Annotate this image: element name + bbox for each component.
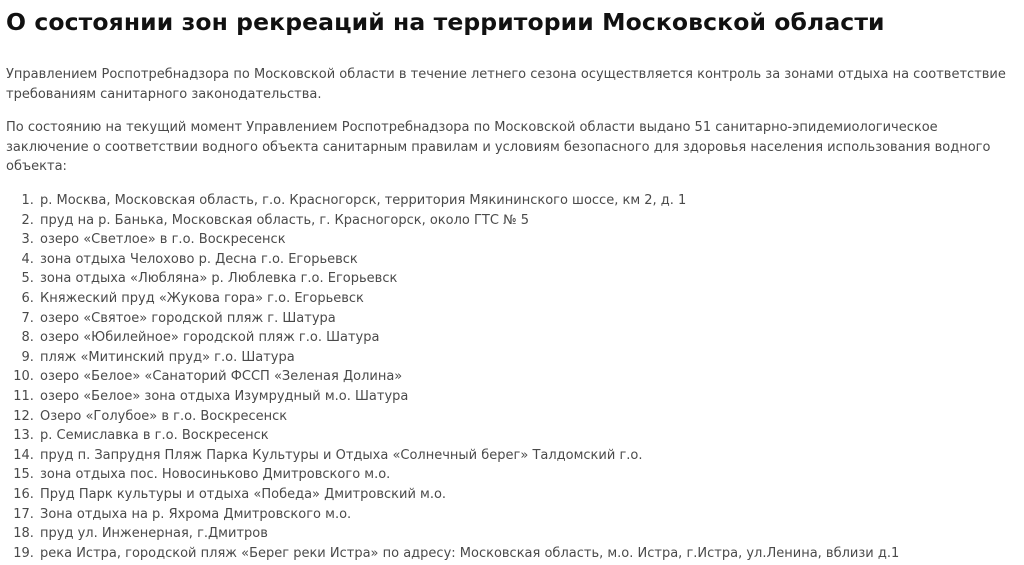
water-objects-list [0, 191, 899, 563]
status-paragraph: По состоянию на текущий момент Управлением Роспотребнадзора по Московской области выдано 51 санитарно-эпидемиологическое заключение о соответствии водного объекта санитарным правилам и условиям безопасного для здоровья населения использования водного объекта: [6, 120, 991, 174]
list-item: 14. пруд п. Запрудня Пляж Парка Культуры и Отдыха «Солнечный берег» Талдомский г.о. [38, 446, 899, 466]
list-item: 18. пруд ул. Инженерная, г.Дмитров [38, 524, 899, 544]
list-item: 1. р. Москва, Московская область, г.о. Красногорск, территория Мякининского шоссе, км 2, д. 1 [38, 191, 899, 211]
list-item: 13. р. Семиславка в г.о. Воскресенск [38, 426, 899, 446]
intro-paragraph: Управлением Роспотребнадзора по Московской области в течение летнего сезона осуществляется контроль за зонами отдыха на соответствие требованиям санитарного законодательства. [6, 67, 1006, 102]
list-item: 2. пруд на р. Банька, Московская область, г. Красногорск, около ГТС № 5 [38, 211, 899, 231]
list-item: 9. пляж «Митинский пруд» г.о. Шатура [38, 348, 899, 368]
page-title: О состоянии зон рекреаций на территории Московской области [6, 8, 885, 36]
list-item: 17. Зона отдыха на р. Яхрома Дмитровского м.о. [38, 505, 899, 525]
list-item: 8. озеро «Юбилейное» городской пляж г.о. Шатура [38, 328, 899, 348]
list-item: 15. зона отдыха пос. Новосиньково Дмитровского м.о. [38, 465, 899, 485]
list-item: 3. озеро «Светлое» в г.о. Воскресенск [38, 230, 899, 250]
list-item: 11. озеро «Белое» зона отдыха Изумрудный м.о. Шатура [38, 387, 899, 407]
list-item: 12. Озеро «Голубое» в г.о. Воскресенск [38, 407, 899, 427]
list-item: 6. Княжеский пруд «Жукова гора» г.о. Егорьевск [38, 289, 899, 309]
list-item: 16. Пруд Парк культуры и отдыха «Победа» Дмитровский м.о. [38, 485, 899, 505]
list-item: 19. река Истра, городской пляж «Берег реки Истра» по адресу: Московская область, м.о. Истра, г.Истра, ул.Ленина, вблизи д.1 [38, 544, 899, 564]
list-item: 4. зона отдыха Челохово р. Десна г.о. Егорьевск [38, 250, 899, 270]
list-item: 10. озеро «Белое» «Санаторий ФССП «Зеленая Долина» [38, 367, 899, 387]
list-item: 5. зона отдыха «Любляна» р. Люблевка г.о. Егорьевск [38, 269, 899, 289]
list-item: 7. озеро «Святое» городской пляж г. Шатура [38, 309, 899, 329]
